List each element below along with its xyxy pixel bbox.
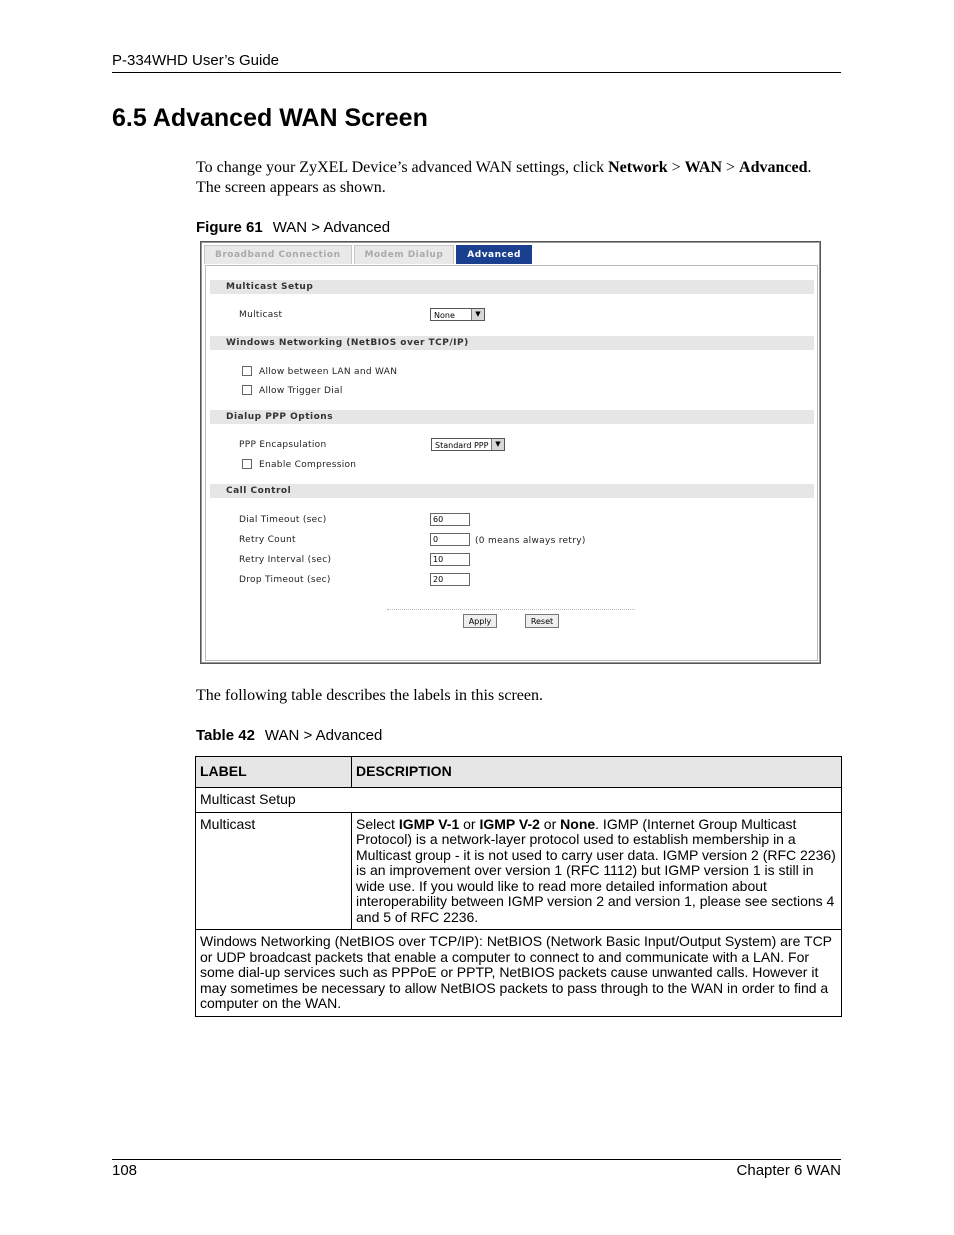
retry-interval-input[interactable]: 10 <box>430 553 470 566</box>
retry-interval-label: Retry Interval (sec) <box>239 555 332 565</box>
running-header: P-334WHD User’s Guide <box>112 52 279 69</box>
chevron-down-icon: ▼ <box>491 439 504 450</box>
chapter-title: Chapter 6 WAN <box>736 1162 841 1179</box>
section-row-multicast-setup: Multicast Setup <box>196 788 842 813</box>
drop-timeout-input[interactable]: 20 <box>430 573 470 586</box>
chevron-down-icon: ▼ <box>471 309 484 320</box>
row-description-multicast: Select IGMP V-1 or IGMP V-2 or None. IGMP (Internet Group Multicast Protocol) is a network-layer protocol used to establish membership in a Multicast group - it is not used to carry user data. IGMP version 2 (RFC 2236) is an improvement over version 1 (RFC 1112) but IGMP version 1 is still in wide use. If you would like to read more detailed information about interoperability between IGMP version 2 and version 1, please see sections 4 and 5 of RFC 2236. <box>352 812 842 930</box>
section-dialup-ppp-options: Dialup PPP Options <box>210 410 814 424</box>
section-title: 6.5 Advanced WAN Screen <box>112 104 428 132</box>
section-multicast-setup: Multicast Setup <box>210 280 814 294</box>
apply-button[interactable]: Apply <box>463 614 497 628</box>
section-row-windows-networking: Windows Networking (NetBIOS over TCP/IP): NetBIOS (Network Basic Input/Output System) are TCP or UDP broadcast packets that enable a computer to connect to and communicate with a LAN. For some dial-up services such as PPPoE or PPTP, NetBIOS packets cause unwanted calls. However it may sometimes be necessary to allow NetBIOS packets to pass through to the WAN in order to find a computer on the WAN. <box>196 930 842 1017</box>
retry-count-input[interactable]: 0 <box>430 533 470 546</box>
row-label-multicast: Multicast <box>196 812 352 930</box>
column-header-description: DESCRIPTION <box>352 757 842 788</box>
footer-rule <box>112 1159 841 1160</box>
retry-count-label: Retry Count <box>239 535 296 545</box>
ppp-encapsulation-select[interactable]: Standard PPP ▼ <box>431 438 505 451</box>
drop-timeout-label: Drop Timeout (sec) <box>239 575 331 585</box>
section-call-control: Call Control <box>210 484 814 498</box>
retry-count-hint: (0 means always retry) <box>475 536 586 546</box>
tab-bar <box>204 245 534 265</box>
multicast-select[interactable]: None ▼ <box>430 308 485 321</box>
tab-advanced[interactable]: Advanced <box>456 245 532 264</box>
intro-paragraph: To change your ZyXEL Device’s advanced WAN settings, click Network > WAN > Advanced. The screen appears as shown. <box>196 159 812 196</box>
header-rule <box>112 72 841 73</box>
dial-timeout-input[interactable]: 60 <box>430 513 470 526</box>
tab-broadband-connection[interactable]: Broadband Connection <box>204 245 352 264</box>
dial-timeout-label: Dial Timeout (sec) <box>239 515 327 525</box>
allow-trigger-dial-checkbox[interactable] <box>242 385 252 395</box>
allow-lan-wan-label: Allow between LAN and WAN <box>259 367 398 377</box>
multicast-label: Multicast <box>239 310 283 320</box>
table-row <box>196 788 842 813</box>
column-header-label: LABEL <box>196 757 352 788</box>
divider <box>387 609 635 610</box>
settings-panel <box>205 265 818 661</box>
allow-trigger-dial-label: Allow Trigger Dial <box>259 386 343 396</box>
section-windows-networking: Windows Networking (NetBIOS over TCP/IP) <box>210 336 814 350</box>
table-intro: The following table describes the labels in this screen. <box>196 687 544 704</box>
table-row <box>196 930 842 1017</box>
label-description-table <box>195 756 842 1017</box>
allow-lan-wan-checkbox[interactable] <box>242 366 252 376</box>
enable-compression-checkbox[interactable] <box>242 459 252 469</box>
page-number: 108 <box>112 1162 138 1179</box>
table-caption: Table 42 WAN > Advanced <box>196 727 383 744</box>
figure-caption: Figure 61 WAN > Advanced <box>196 219 391 236</box>
tab-modem-dialup[interactable]: Modem Dialup <box>354 245 455 264</box>
reset-button[interactable]: Reset <box>525 614 559 628</box>
table-row <box>196 812 842 930</box>
enable-compression-label: Enable Compression <box>259 460 357 470</box>
ppp-encapsulation-label: PPP Encapsulation <box>239 440 327 450</box>
wan-advanced-screenshot <box>200 241 821 664</box>
table-header-row <box>196 757 842 788</box>
